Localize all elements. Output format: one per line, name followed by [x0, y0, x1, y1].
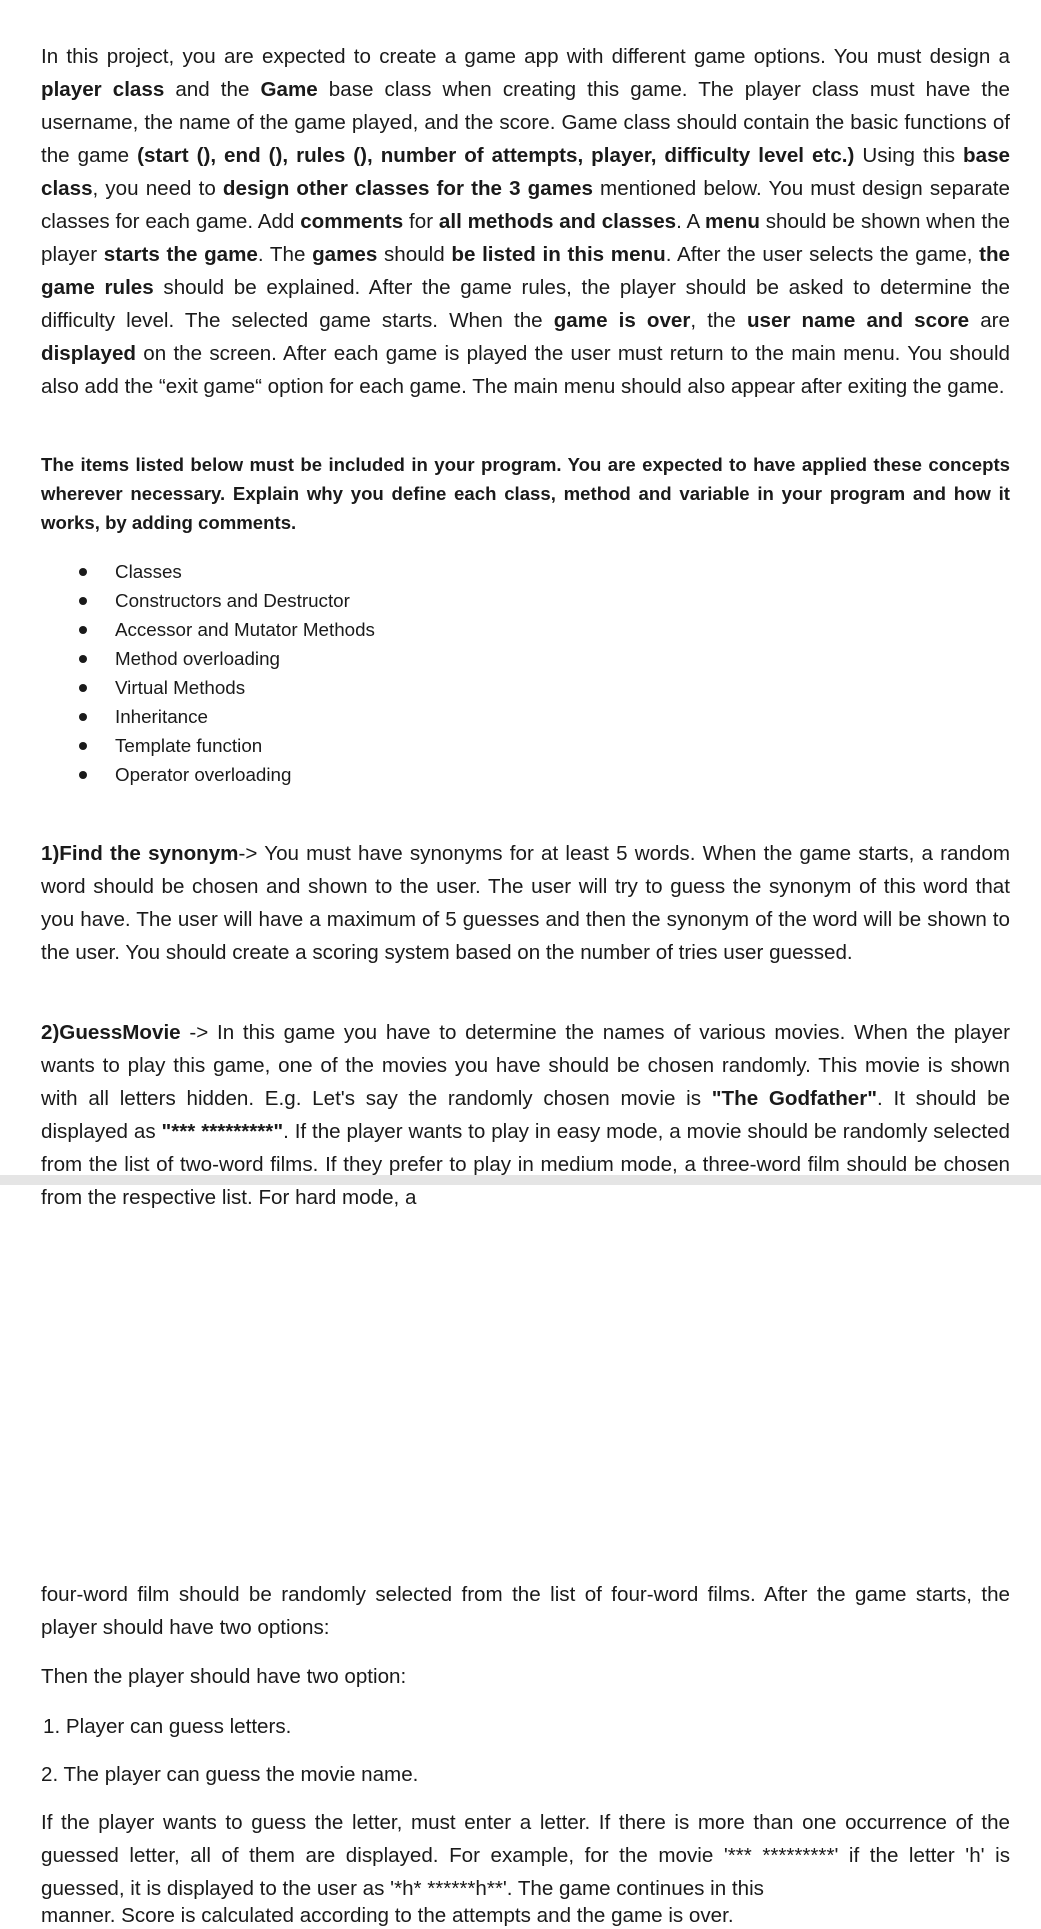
game2-continued: four-word film should be randomly selected from the list of four-word films. After the game starts, the player should have two options: [41, 1583, 1010, 1639]
game2-title: 2)GuessMovie [41, 1021, 181, 1044]
list-item: Virtual Methods [41, 673, 1010, 702]
game1-title: 1)Find the synonym [41, 842, 239, 865]
list-item: Operator overloading [41, 760, 1010, 789]
list-item: Template function [41, 731, 1010, 760]
letter-guess-paragraph: If the player wants to guess the letter, must enter a letter. If there is more than one occurrence of the guessed letter, all of them are displayed. For example, for the movie '*** *********' if the letter 'h' is guessed, it is displayed to the user as '*h* ******h**'. The game continues in this [41, 1811, 1010, 1900]
list-item: Accessor and Mutator Methods [41, 615, 1010, 644]
concept-list [41, 557, 1010, 789]
game1-description: 1)Find the synonym-> You must have synonyms for at least 5 words. When the game starts, a random word should be chosen and shown to the user. The user will try to guess the synonym of this word that you have. The user will have a maximum of 5 guesses and then the synonym of the word will be shown to the user. You should create a scoring system based on the number of tries user guessed. [41, 842, 1010, 964]
intro-paragraph: In this project, you are expected to create a game app with different game options. You must design a player class and the Game base class when creating this game. The player class must have the username, the name of the game played, and the score. Game class should contain the basic functions of the game (start (), end (), rules (), number of attempts, player, difficulty level etc.) Using this base class, you need to design other classes for the 3 games mentioned below. You must design separate classes for each game. Add comments for all methods and classes. A menu should be shown when the player starts the game. The games should be listed in this menu. After the user selects the game, the game rules should be explained. After the game rules, the player should be asked to determine the difficulty level. The selected game starts. When the game is over, the user name and score are displayed on the screen. After each game is played the user must return to the main menu. You should also add the “exit game“ option for each game. The main menu should also appear after exiting the game. [41, 45, 1011, 398]
cut-off-line: manner. Score is calculated according to the attempts and the game is over. [41, 1904, 734, 1927]
list-item: Classes [41, 557, 1010, 586]
list-item: Method overloading [41, 644, 1010, 673]
options-intro: Then the player should have two option: [41, 1665, 407, 1688]
requirements-note: The items listed below must be included in your program. You are expected to have applied these concepts wherever necessary. Explain why you define each class, method and variable in your program and how it works, by adding comments. [41, 454, 1010, 533]
list-item: Inheritance [41, 702, 1010, 731]
list-item: Constructors and Destructor [41, 586, 1010, 615]
option-guess-letters: 1. Player can guess letters. [43, 1715, 292, 1738]
game2-description: 2)GuessMovie -> In this game you have to determine the names of various movies. When the player wants to play this game, one of the movies you have should be chosen randomly. This movie is shown with all letters hidden. E.g. Let's say the randomly chosen movie is "The Godfather". It should be displayed as "*** *********". If the player wants to play in easy mode, a movie should be randomly selected from the list of two-word films. If they prefer to play in medium mode, a three-word film should be chosen from the respective list. For hard mode, a [41, 1021, 1011, 1209]
option-guess-movie: 2. The player can guess the movie name. [41, 1763, 419, 1786]
